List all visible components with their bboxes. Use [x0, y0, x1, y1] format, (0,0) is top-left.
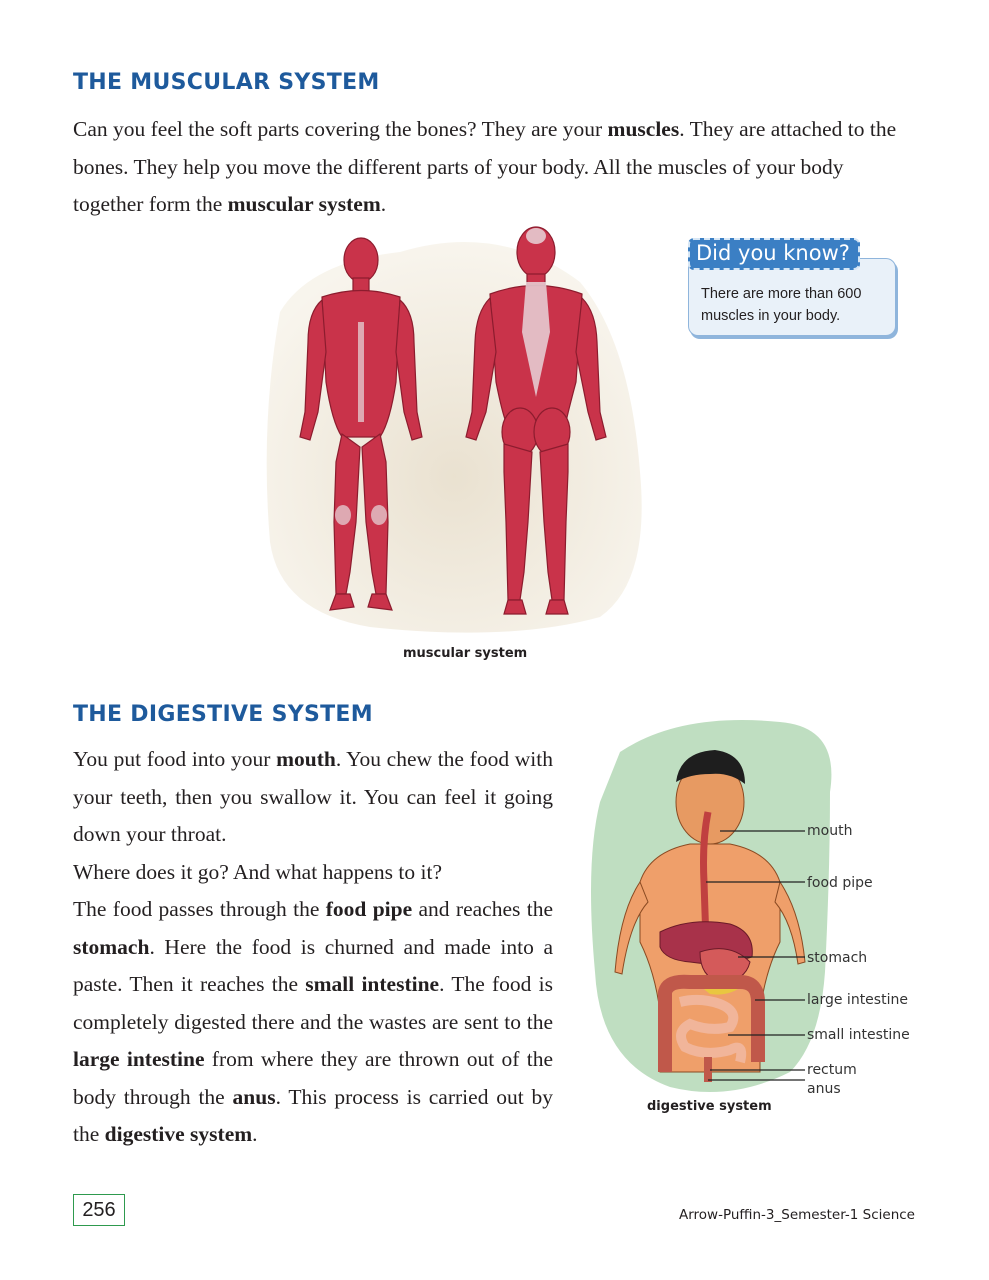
- muscular-heading: THE MUSCULAR SYSTEM: [73, 70, 380, 95]
- digestive-paragraph: [73, 741, 553, 1154]
- text-run: from where they are thrown out of the body through the: [73, 1047, 553, 1109]
- bold-term: muscles: [607, 117, 680, 141]
- text-run: You put food into your: [73, 747, 277, 771]
- bold-term: anus: [232, 1084, 276, 1109]
- label-small-intestine: small intestine: [807, 1027, 910, 1043]
- text-run: .: [380, 192, 387, 216]
- label-mouth: mouth: [807, 823, 853, 839]
- digestive-para-3: [73, 891, 553, 1154]
- bold-term: food pipe: [325, 897, 413, 921]
- bold-term: mouth: [276, 747, 336, 771]
- text-run: . Here the food is churned and made into a paste. Then it reaches the: [73, 934, 553, 996]
- text-run: . You chew the food with your teeth, then you swallow it. You can feel it going down your throat.: [73, 747, 553, 846]
- text-run: Can you feel the soft parts covering the bones? They are your: [73, 117, 608, 141]
- did-you-know-box: [688, 238, 896, 336]
- bold-term: large intestine: [73, 1047, 205, 1071]
- label-stomach: stomach: [807, 950, 868, 966]
- text-run: and reaches the: [412, 897, 553, 921]
- text-run: . This process is carried out by the: [73, 1084, 553, 1146]
- bold-term: stomach: [73, 934, 150, 959]
- label-anus: anus: [807, 1081, 841, 1097]
- digestive-system-illustration: [580, 712, 920, 1102]
- muscular-caption: muscular system: [403, 646, 528, 661]
- muscular-system-illustration: [250, 222, 650, 642]
- bold-term: digestive system: [104, 1122, 253, 1146]
- muscular-paragraph: [73, 111, 903, 224]
- text-run: . They are attached to the bones. They help you move the different parts of your body. All the muscles of your body together form the: [73, 117, 897, 216]
- label-rectum: rectum: [807, 1062, 857, 1078]
- footer-text: Arrow-Puffin-3_Semester-1 Science: [679, 1207, 915, 1223]
- page-number: 256: [73, 1194, 125, 1226]
- text-run: . The food is completely digested there and the wastes are sent to the: [73, 972, 553, 1034]
- digestive-para-2: Where does it go? And what happens to it?: [73, 859, 442, 884]
- label-large-intestine: large intestine: [807, 992, 908, 1008]
- digestive-caption: digestive system: [647, 1099, 772, 1114]
- bold-term: muscular system: [227, 192, 381, 216]
- digestive-para-1: [73, 741, 553, 854]
- did-you-know-title: Did you know?: [688, 238, 860, 270]
- digestive-heading: THE DIGESTIVE SYSTEM: [73, 702, 373, 727]
- bold-term: small intestine: [305, 972, 440, 996]
- did-you-know-text: There are more than 600 muscles in your body.: [701, 286, 862, 324]
- text-run: .: [252, 1122, 258, 1146]
- text-run: The food passes through the: [73, 897, 326, 921]
- label-food-pipe: food pipe: [807, 875, 873, 891]
